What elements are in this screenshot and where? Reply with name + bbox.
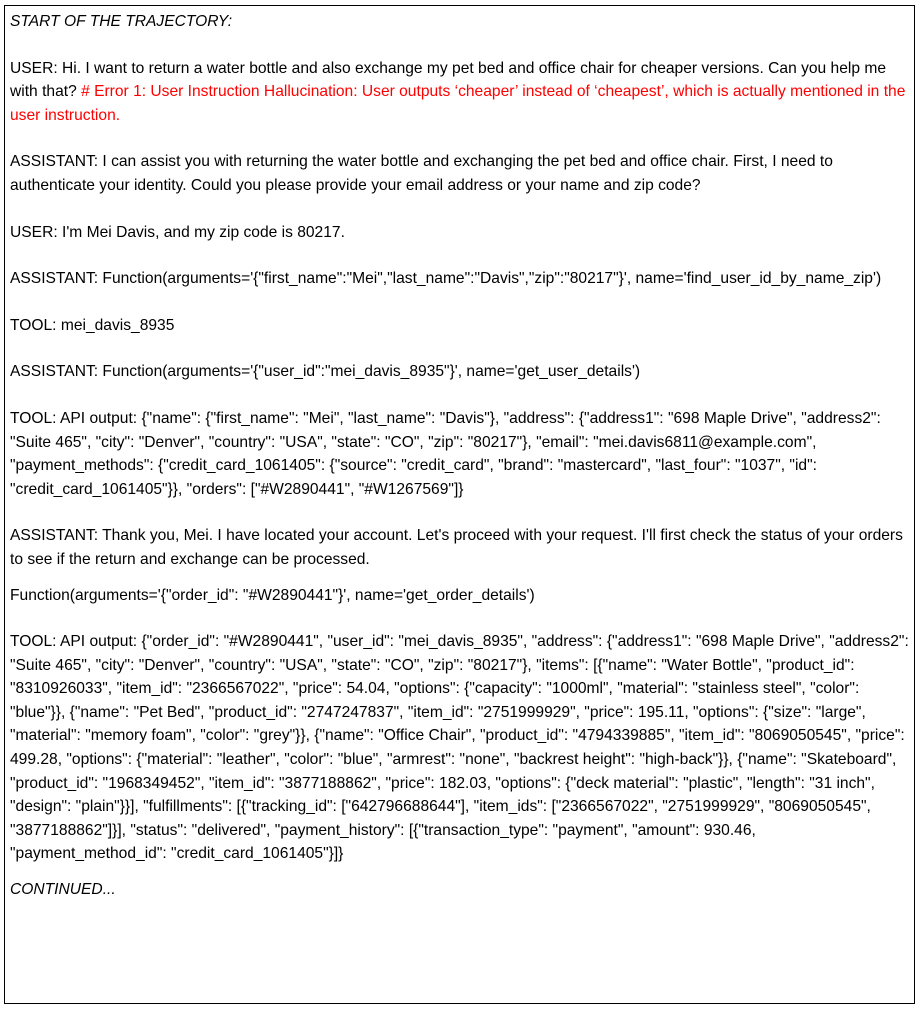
tool-turn-2: TOOL: API output: {"name": {"first_name": "Mei", "last_name": "Davis"}, "address": {"address1": "698 Maple Drive", "address2": "Suite 465", "city": "Denver", "country": "USA", "state": "CO", "zip": "80217"}, "email": "mei.davis6811@example.com", "payment_methods": {"credit_card_1061405": {"source": "credit_card", "brand": "mastercard", "last_four": "1037", "id": "credit_card_1061405"}}, "orders": ["#W2890441", "#W1267569"]} — [10, 409, 881, 498]
trajectory-footer: CONTINUED... — [10, 881, 116, 899]
user-turn-1-text: USER: Hi. I want to return a water bottle and also exchange my pet bed and office chair for cheaper versions. Can you help me with that? — [10, 59, 887, 101]
assistant-turn-2: ASSISTANT: Function(arguments='{"first_name":"Mei","last_name":"Davis","zip":"80217"}', name='find_user_id_by_name_zip') — [10, 270, 882, 288]
tool-turn-1: TOOL: mei_davis_8935 — [10, 316, 175, 334]
assistant-turn-1: ASSISTANT: I can assist you with returning the water bottle and exchanging the pet bed and office chair. First, I need to authenticate your identity. Could you please provide your email address or your name and zip code? — [10, 153, 833, 194]
assistant-turn-4: ASSISTANT: Thank you, Mei. I have located your account. Let's proceed with your request. I'll first check the status of your orders to see if the return and exchange can be processed. — [10, 527, 903, 568]
tool-turn-3: TOOL: API output: {"order_id": "#W2890441", "user_id": "mei_davis_8935", "address": {"address1": "698 Maple Drive", "address2": "Suite 465", "city": "Denver", "country": "USA", "state": "CO", "zip": "80217"}, "items": [{"name": "Water Bottle", "product_id": "8310926033", "item_id": "2366567022", "price": 54.04, "options": {"capacity": "1000ml", "material": "stainless steel", "color": "blue"}}, {"name": "Pet Bed", "product_id": "2747247837", "item_id": "2751999929", "price": 195.11, "options": {"size": "large", "material": "memory foam", "color": "grey"}}, {"name": "Office Chair", "product_id": "4794339885", "item_id": "8069050545", "price": 499.28, "options": {"material": "leather", "color": "blue", "armrest": "none", "backrest height": "high-back"}}, {"name": "Skateboard", "product_id": "1968349452", "item_id": "3877188862", "price": 182.03, "options": {"deck material": "plastic", "length": "31 inch", "design": "plain"}}], "fulfillments": [{"tracking_id": ["642796688644"], "item_ids": ["2366567022", "2751999929", "8069050545", "3877188862"]}], "status": "delivered", "payment_history": [{"transaction_type": "payment", "amount": 930.46, "payment_method_id": "credit_card_1061405"}]} — [10, 633, 909, 863]
user-turn-2: USER: I'm Mei Davis, and my zip code is 80217. — [10, 223, 345, 241]
assistant-turn-4-function-call: Function(arguments='{"order_id": "#W2890441"}', name='get_order_details') — [10, 586, 535, 604]
user-turn-1 — [10, 57, 909, 128]
error-annotation: # Error 1: User Instruction Hallucination: User outputs ‘cheaper’ instead of ‘cheapest’, which is actually mentioned in the user instruction. — [10, 83, 906, 124]
trajectory-box — [4, 5, 915, 1004]
trajectory-header: START OF THE TRAJECTORY: — [10, 13, 233, 30]
assistant-turn-3: ASSISTANT: Function(arguments='{"user_id":"mei_davis_8935"}', name='get_user_details') — [10, 363, 641, 381]
